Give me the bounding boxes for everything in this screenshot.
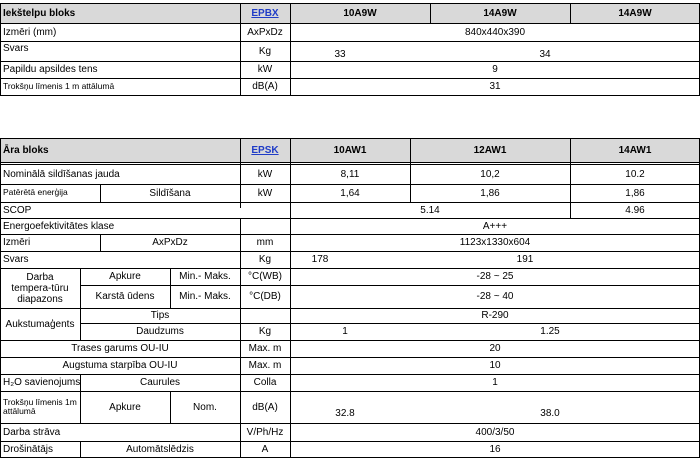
grid-line — [0, 423, 700, 424]
outdoor-code-link[interactable]: EPSK — [240, 138, 290, 162]
energy-class-value: A+++ — [482, 220, 508, 232]
fuse-unit: A — [261, 444, 269, 455]
indoor-heater-label: Papildu apsildes tens — [3, 64, 98, 75]
outdoor-dims-sub-label: AxPxDz — [152, 237, 188, 248]
grid-line — [0, 340, 700, 341]
scop-value-1: 5.14 — [420, 204, 440, 216]
outdoor-noise-unit: dB(A) — [252, 401, 278, 413]
grid-line — [430, 3, 431, 23]
indoor-noise-value: 31 — [489, 81, 501, 92]
grid-line — [0, 251, 700, 252]
consumption-unit: kW — [257, 187, 273, 199]
indoor-dims-value: 840x440x390 — [464, 26, 526, 38]
grid-line — [0, 218, 700, 219]
grid-line — [0, 391, 700, 392]
grid-line — [0, 441, 700, 442]
grid-line — [0, 268, 700, 269]
grid-line — [0, 202, 700, 203]
refrigerant-qty-value-2: 1.25 — [540, 326, 560, 337]
grid-line — [80, 441, 81, 458]
water-connection-value: 1 — [492, 377, 498, 388]
temp-range-label: Darba tempera-tūru diapazons — [11, 271, 69, 305]
outdoor-model-2: 12AW1 — [410, 138, 570, 162]
temp-heating-label: Apkure — [109, 271, 141, 282]
grid-line — [240, 218, 241, 458]
grid-line — [80, 374, 81, 423]
fuse-value: 16 — [489, 444, 501, 455]
indoor-code-link[interactable]: EPBX — [240, 3, 290, 23]
outdoor-noise-value-2: 38.0 — [540, 408, 560, 419]
water-connection-label: H₂O savienojums — [3, 377, 80, 388]
indoor-weight-value-1: 33 — [334, 49, 346, 60]
height-diff-unit: Max. m — [248, 360, 282, 371]
outdoor-weight-value-1: 178 — [311, 254, 329, 265]
grid-line — [0, 138, 700, 139]
consumption-value-1: 1,64 — [340, 187, 360, 199]
grid-line — [170, 391, 171, 423]
indoor-model-2: 14A9W — [430, 3, 570, 23]
grid-line — [0, 234, 700, 235]
nominal-capacity-value-2: 10,2 — [480, 168, 500, 180]
indoor-dims-unit: AxPxDz — [247, 26, 283, 38]
scop-label: SCOP — [3, 204, 32, 216]
nominal-capacity-label: Nominālā sildīšanas jauda — [3, 168, 120, 180]
energy-class-label: Energoefektivitātes klase — [3, 220, 115, 232]
grid-line — [80, 285, 700, 286]
indoor-weight-label: Svars — [3, 43, 29, 54]
indoor-noise-label: Trokšņu līmenis 1 m attālumā — [3, 80, 115, 91]
grid-line — [0, 164, 700, 165]
grid-line — [410, 138, 411, 202]
grid-line — [0, 3, 700, 4]
temp-heating-range-label: Min.- Maks. — [179, 271, 231, 282]
consumption-label: Patērētā enerģija — [3, 187, 68, 198]
indoor-weight-value-2: 34 — [539, 49, 551, 60]
refrigerant-label: Aukstumaģents — [5, 318, 75, 330]
outdoor-weight-unit: Kg — [258, 254, 272, 265]
consumption-sub-label: Sildīšana — [149, 187, 191, 199]
grid-line — [80, 268, 81, 340]
water-connection-sub-label: Caurules — [139, 377, 181, 388]
nominal-capacity-value-3: 10.2 — [625, 168, 645, 180]
refrigerant-qty-label: Daudzums — [136, 326, 184, 337]
nominal-capacity-unit: kW — [257, 168, 273, 180]
temp-heating-value: -28 ~ 25 — [476, 271, 514, 282]
grid-line — [0, 357, 700, 358]
consumption-value-2: 1,86 — [480, 187, 500, 199]
grid-line — [0, 184, 700, 185]
grid-line — [80, 323, 700, 324]
outdoor-noise-label: Trokšņu līmenis 1m attālumā — [3, 396, 77, 416]
refrigerant-qty-value-1: 1 — [342, 326, 348, 337]
outdoor-model-1: 10AW1 — [290, 138, 410, 162]
indoor-model-1: 10A9W — [290, 3, 430, 23]
grid-line — [100, 234, 101, 251]
water-connection-unit: Colla — [253, 377, 277, 388]
indoor-heater-unit: kW — [257, 64, 273, 75]
grid-line — [240, 3, 241, 95]
outdoor-title: Āra bloks — [0, 138, 240, 162]
refrigerant-type-value: R-290 — [481, 310, 509, 321]
outdoor-noise-mode: Apkure — [109, 401, 141, 413]
temp-hot-water-unit: °C(DB) — [249, 291, 281, 302]
grid-line — [0, 138, 1, 458]
indoor-noise-unit: dB(A) — [252, 81, 278, 92]
operating-current-label: Darba strāva — [3, 426, 61, 438]
grid-line — [290, 138, 291, 458]
indoor-title: Iekštelpu bloks — [0, 3, 240, 23]
grid-line — [240, 138, 241, 208]
grid-line — [0, 162, 700, 163]
outdoor-dims-unit: mm — [256, 237, 274, 248]
grid-line — [570, 3, 571, 23]
operating-current-unit: V/Ph/Hz — [246, 426, 284, 438]
indoor-weight-unit: Kg — [258, 45, 272, 57]
outdoor-weight-value-2: 191 — [516, 254, 534, 265]
grid-line — [0, 308, 700, 309]
scop-value-2: 4.96 — [625, 204, 645, 216]
grid-line — [0, 78, 700, 79]
temp-hot-water-value: -28 ~ 40 — [476, 291, 514, 302]
outdoor-noise-nom: Nom. — [193, 401, 217, 413]
pipe-length-unit: Max. m — [248, 343, 282, 354]
height-diff-label: Augstuma starpība OU-IU — [62, 360, 178, 371]
refrigerant-type-label: Tips — [150, 310, 170, 321]
grid-line — [0, 95, 700, 96]
grid-line — [170, 268, 171, 308]
fuse-sub-label: Automātslēdzis — [126, 444, 194, 455]
temp-hot-water-range-label: Min.- Maks. — [179, 291, 231, 302]
operating-current-value: 400/3/50 — [475, 426, 515, 438]
grid-line — [570, 138, 571, 218]
pipe-length-label: Trases garums OU-IU — [71, 343, 169, 354]
pipe-length-value: 20 — [489, 343, 501, 354]
refrigerant-qty-unit: Kg — [258, 326, 272, 337]
temp-heating-unit: °C(WB) — [248, 271, 282, 282]
temp-hot-water-label: Karstā ūdens — [95, 291, 155, 302]
indoor-heater-value: 9 — [492, 64, 498, 75]
grid-line — [0, 374, 700, 375]
outdoor-noise-value-1: 32.8 — [335, 408, 355, 419]
grid-line — [100, 184, 101, 202]
consumption-value-3: 1,86 — [625, 187, 645, 199]
indoor-model-3: 14A9W — [570, 3, 700, 23]
height-diff-value: 10 — [489, 360, 501, 371]
nominal-capacity-value-1: 8,11 — [340, 168, 360, 180]
outdoor-dims-value: 1123x1330x604 — [459, 237, 531, 248]
grid-line — [290, 3, 291, 95]
outdoor-weight-label: Svars — [3, 254, 29, 265]
outdoor-dims-label: Izmēri — [3, 237, 31, 248]
outdoor-model-3: 14AW1 — [570, 138, 700, 162]
grid-line — [0, 23, 700, 24]
indoor-dims-label: Izmēri (mm) — [3, 26, 57, 38]
fuse-label: Drošinātājs — [3, 444, 54, 455]
grid-line — [0, 41, 700, 42]
grid-line — [0, 61, 700, 62]
grid-line — [0, 3, 1, 95]
